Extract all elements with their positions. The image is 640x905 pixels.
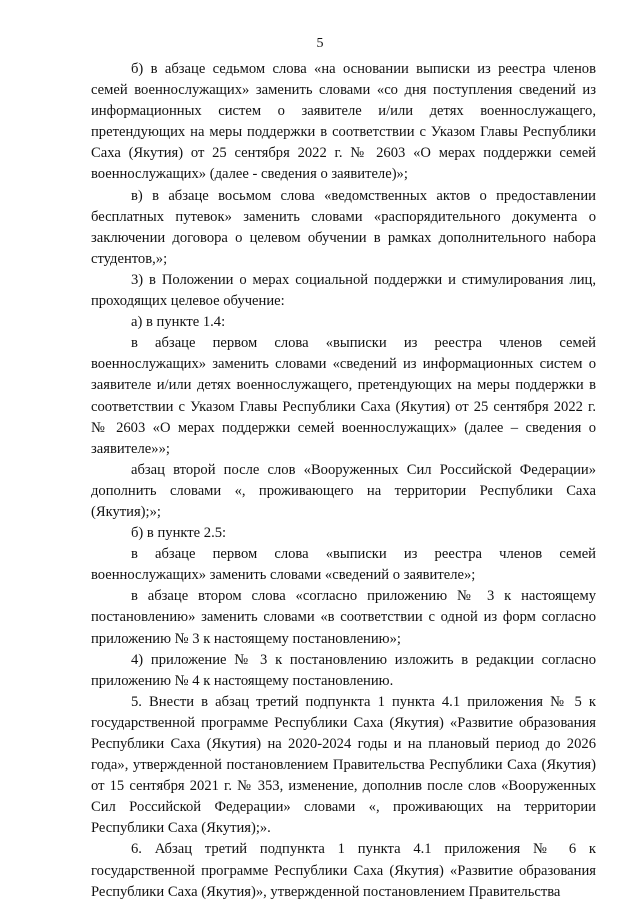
paragraph-first-abzac: в абзаце первом слова «выписки из реестра членов семей военнослужащих» заменить словами «сведений из информационных систем о заявителе и/или детях военнослужащего, претендующих на меры поддержки в соответствии с Указом Главы Республики Саха (Якутия) от 25 сентября 2022 г. № 2603 «О мерах поддержки семей военнослужащих» (далее – сведения о заявителе»»; xyxy=(91,335,596,457)
paragraph-item-6: 6. Абзац третий подпункта 1 пункта 4.1 приложения № 6 к государственной программе Республики Саха (Якутия) «Развитие образования Республики Саха (Якутия)», утвержденной постановлением Правительства xyxy=(91,841,596,900)
document-body xyxy=(91,59,596,903)
paragraph-a-1-4: а) в пункте 1.4: xyxy=(131,314,226,331)
paragraph-b-2-5: б) в пункте 2.5: xyxy=(131,525,227,542)
paragraph-v-eighth: в) в абзаце восьмом слова «ведомственных актов о предоставлении бесплатных путевок» заменить словами «распорядительного документа о заключении договора о целевом обучении в рамках дополнительного набора студентов,»; xyxy=(91,187,596,267)
paragraph-item-5: 5. Внести в абзац третий подпункта 1 пункта 4.1 приложения № 5 к государственной программе Республики Саха (Якутия) «Развитие образования Республики Саха (Якутия) на 2020-2024 годы и на плановый период до 2026 года», утвержденной постановлением Правительства Республики Саха (Якутия) от 15 сентября 2021 г. № 353, изменение, дополнив после слов «Вооруженных Сил Российской Федерации» словами «, проживающих на территории Республики Саха (Якутия);». xyxy=(91,693,596,837)
paragraph-second-abzac: абзац второй после слов «Вооруженных Сил Российской Федерации» дополнить словами «, проживающего на территории Республики Саха (Якутия);»; xyxy=(91,461,596,520)
paragraph-2-5-second: в абзаце втором слова «согласно приложению № 3 к настоящему постановлению» заменить словами «в соответствии с одной из форм согласно приложению № 3 к настоящему постановлению»; xyxy=(91,588,596,647)
paragraph-b-seventh: б) в абзаце седьмом слова «на основании выписки из реестра членов семей военнослужащих» заменить словами «со дня поступления сведений из информационных систем о заявителе и/или детях военнослужащего, претендующих на меры поддержки в соответствии с Указом Главы Республики Саха (Якутия) от 25 сентября 2022 г. № 2603 «О мерах поддержки семей военнослужащих» (далее - сведения о заявителе)»; xyxy=(91,61,596,183)
page-number: 5 xyxy=(316,36,324,51)
paragraph-2-5-first: в абзаце первом слова «выписки из реестра членов семей военнослужащих» заменить словами «сведений о заявителе»; xyxy=(91,546,596,584)
paragraph-item-4: 4) приложение № 3 к постановлению изложить в редакции согласно приложению № 4 к настоящему постановлению. xyxy=(91,651,596,689)
paragraph-item-3: 3) в Положении о мерах социальной поддержки и стимулирования лиц, проходящих целевое обучение: xyxy=(91,271,596,310)
